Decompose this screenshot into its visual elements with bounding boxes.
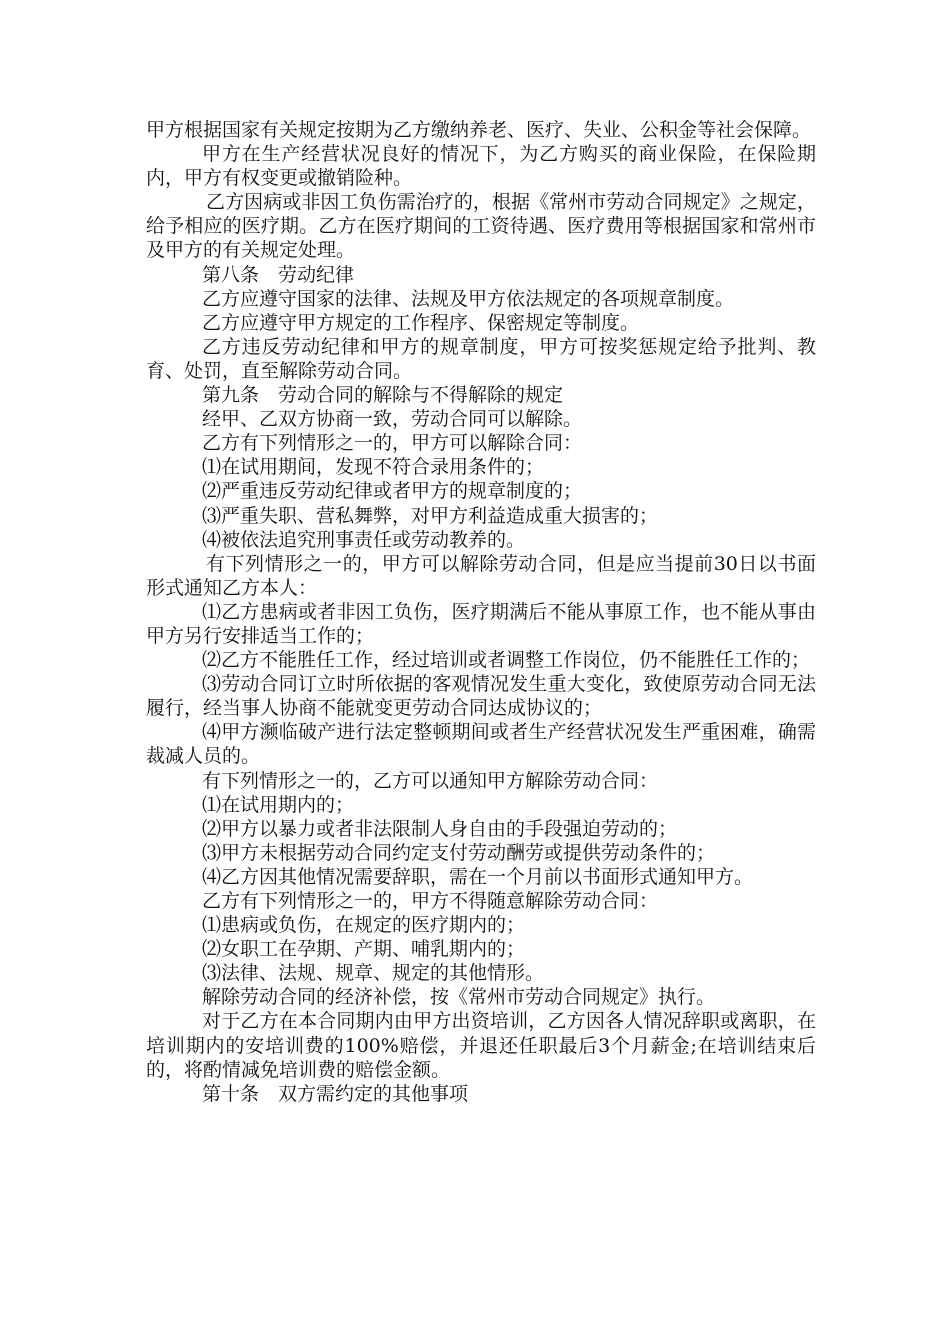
paragraph-30-day-notice: 有下列情形之一的，甲方可以解除劳动合同，但是应当提前30日以书面形式通知乙方本人：	[146, 552, 816, 599]
paragraph-observe-procedures: 乙方应遵守甲方规定的工作程序、保密规定等制度。	[202, 311, 640, 334]
list-item: ⑴在试用期内的；	[202, 793, 355, 816]
list-item: ⑵甲方以暴力或者非法限制人身自由的手段强迫劳动的；	[202, 817, 678, 840]
paragraph-medical-period: 乙方因病或非因工负伤需治疗的，根据《常州市劳动合同规定》之规定，给予相应的医疗期。乙方在医疗期间的工资待遇、医疗费用等根据国家和常州市及甲方的有关规定处理。	[146, 191, 816, 262]
paragraph-economic-compensation: 解除劳动合同的经济补偿，按《常州市劳动合同规定》执行。	[202, 986, 716, 1009]
paragraph-observe-laws: 乙方应遵守国家的法律、法规及甲方依法规定的各项规章制度。	[202, 287, 735, 310]
list-item: ⑶法律、法规、规章、规定的其他情形。	[202, 962, 545, 985]
list-item: ⑶甲方未根据劳动合同约定支付劳动酬劳或提供劳动条件的；	[202, 841, 716, 864]
paragraph-mutual-termination: 经甲、乙双方协商一致，劳动合同可以解除。	[202, 408, 583, 431]
list-item: ⑷被依法追究刑事责任或劳动教养的。	[202, 528, 526, 551]
paragraph-training-fee: 对于乙方在本合同期内由甲方出资培训，乙方因各人情况辞职或离职，在培训期内的安培训费的100%赔偿，并退还任职最后3个月薪金;在培训结束后的，将酌情减免培训费的赔偿金额。	[146, 1010, 816, 1081]
document-body	[146, 118, 816, 1106]
list-item: ⑴在试用期间，发现不符合录用条件的；	[202, 456, 545, 479]
paragraph-party-a-may-terminate: 乙方有下列情形之一的，甲方可以解除合同：	[202, 432, 583, 455]
list-item: ⑷乙方因其他情况需要辞职，需在一个月前以书面形式通知甲方。	[202, 865, 754, 888]
article-10-heading: 第十条 双方需约定的其他事项	[202, 1082, 469, 1105]
list-item: ⑵严重违反劳动纪律或者甲方的规章制度的；	[202, 480, 583, 503]
paragraph-party-b-may-terminate: 有下列情形之一的，乙方可以通知甲方解除劳动合同：	[202, 769, 659, 792]
list-item: ⑴乙方患病或者非因工负伤，医疗期满后不能从事原工作，也不能从事由甲方另行安排适当工作的；	[146, 600, 816, 647]
article-8-heading: 第八条 劳动纪律	[202, 263, 355, 286]
list-item: ⑴患病或负伤，在规定的医疗期内的；	[202, 914, 526, 937]
paragraph-commercial-insurance: 甲方在生产经营状况良好的情况下，为乙方购买的商业保险，在保险期内，甲方有权变更或撤销险种。	[146, 143, 816, 190]
list-item: ⑵乙方不能胜任工作，经过培训或者调整工作岗位，仍不能胜任工作的；	[202, 649, 811, 672]
list-item: ⑵女职工在孕期、产期、哺乳期内的；	[202, 938, 526, 961]
article-9-heading: 第九条 劳动合同的解除与不得解除的规定	[202, 384, 564, 407]
list-item: ⑶劳动合同订立时所依据的客观情况发生重大变化，致使原劳动合同无法履行，经当事人协商不能就变更劳动合同达成协议的；	[146, 673, 816, 720]
paragraph-may-not-terminate: 乙方有下列情形之一的，甲方不得随意解除劳动合同：	[202, 890, 659, 912]
list-item: ⑷甲方濒临破产进行法定整顿期间或者生产经营状况发生严重困难，确需裁减人员的。	[146, 721, 816, 768]
paragraph-discipline-violation: 乙方违反劳动纪律和甲方的规章制度，甲方可按奖惩规定给予批判、教育、处罚，直至解除劳动合同。	[146, 335, 816, 382]
paragraph-social-security: 甲方根据国家有关规定按期为乙方缴纳养老、医疗、失业、公积金等社会保障。	[146, 119, 812, 141]
list-item: ⑶严重失职、营私舞弊，对甲方利益造成重大损害的；	[202, 504, 659, 527]
